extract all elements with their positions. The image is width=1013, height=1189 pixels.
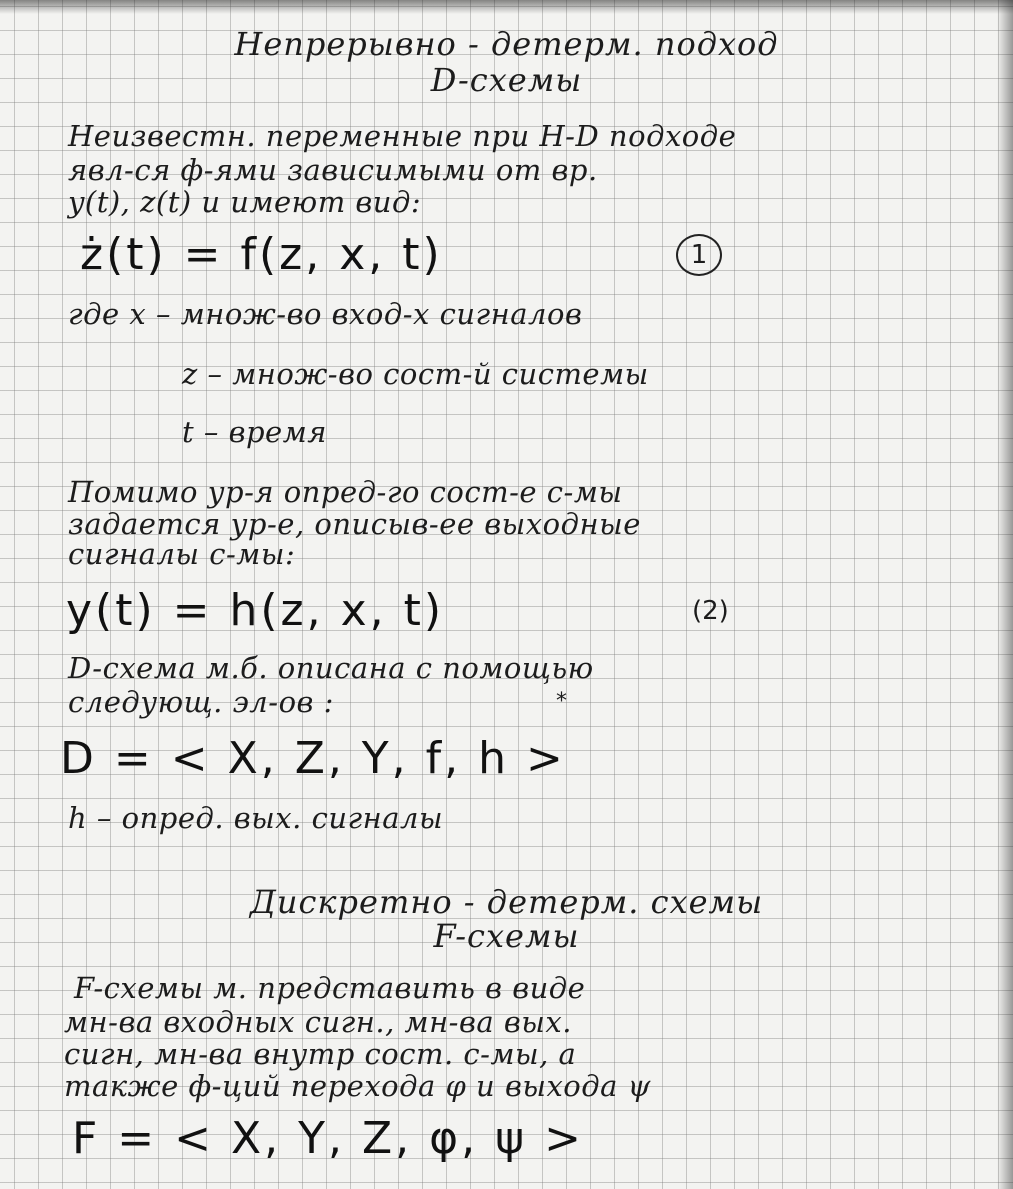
h-note: h – опред. вых. сигналы xyxy=(68,801,444,835)
section1-title: Непрерывно - детерм. подход xyxy=(234,25,779,63)
equation-2: y(t) = h(z, x, t) xyxy=(66,585,445,636)
section2-line-1: F-схемы м. представить в виде xyxy=(74,971,586,1005)
paragraph2-line-1: Помимо ур-я опред-го сост-е с-мы xyxy=(68,475,623,509)
scan-shadow-right xyxy=(997,0,1013,1189)
equation-2-number: (2) xyxy=(692,596,729,626)
definition-x: где x – множ-во вход-х сигналов xyxy=(68,297,583,331)
star-mark: * xyxy=(556,689,567,714)
equation-1: ż(t) = f(z, x, t) xyxy=(80,229,443,280)
intro-line-1: Неизвестн. переменные при Н-D подходе xyxy=(68,119,737,153)
section2-title: Дискретно - детерм. схемы xyxy=(249,883,764,921)
intro-line-3: y(t), z(t) и имеют вид: xyxy=(68,185,422,219)
paragraph3-line-2: следующ. эл-ов : xyxy=(68,685,334,719)
section1-subtitle: D-схемы xyxy=(430,61,583,99)
definition-t: t – время xyxy=(182,415,327,449)
d-scheme-tuple: D = < X, Z, Y, f, h > xyxy=(60,733,566,784)
equation-1-number: 1 xyxy=(676,234,722,276)
paragraph2-line-2: задается ур-е, описыв-ее выходные xyxy=(68,507,641,541)
paragraph3-line-1: D-схема м.б. описана с помощью xyxy=(68,651,594,685)
scan-shadow-top xyxy=(0,0,1013,14)
section2-subtitle: F-схемы xyxy=(433,917,580,955)
f-scheme-tuple: F = < X, Y, Z, φ, ψ > xyxy=(72,1113,584,1164)
section2-line-2: мн-ва входных сигн., мн-ва вых. xyxy=(64,1005,572,1039)
definition-z: z – множ-во сост-й системы xyxy=(182,357,649,391)
intro-line-2: явл-ся ф-ями зависимыми от вр. xyxy=(68,153,598,187)
section2-line-3: сигн, мн-ва внутр сост. с-мы, а xyxy=(64,1037,577,1071)
paragraph2-line-3: сигналы с-мы: xyxy=(68,537,296,571)
section2-line-4: также ф-ций перехода φ и выхода ψ xyxy=(64,1069,651,1103)
